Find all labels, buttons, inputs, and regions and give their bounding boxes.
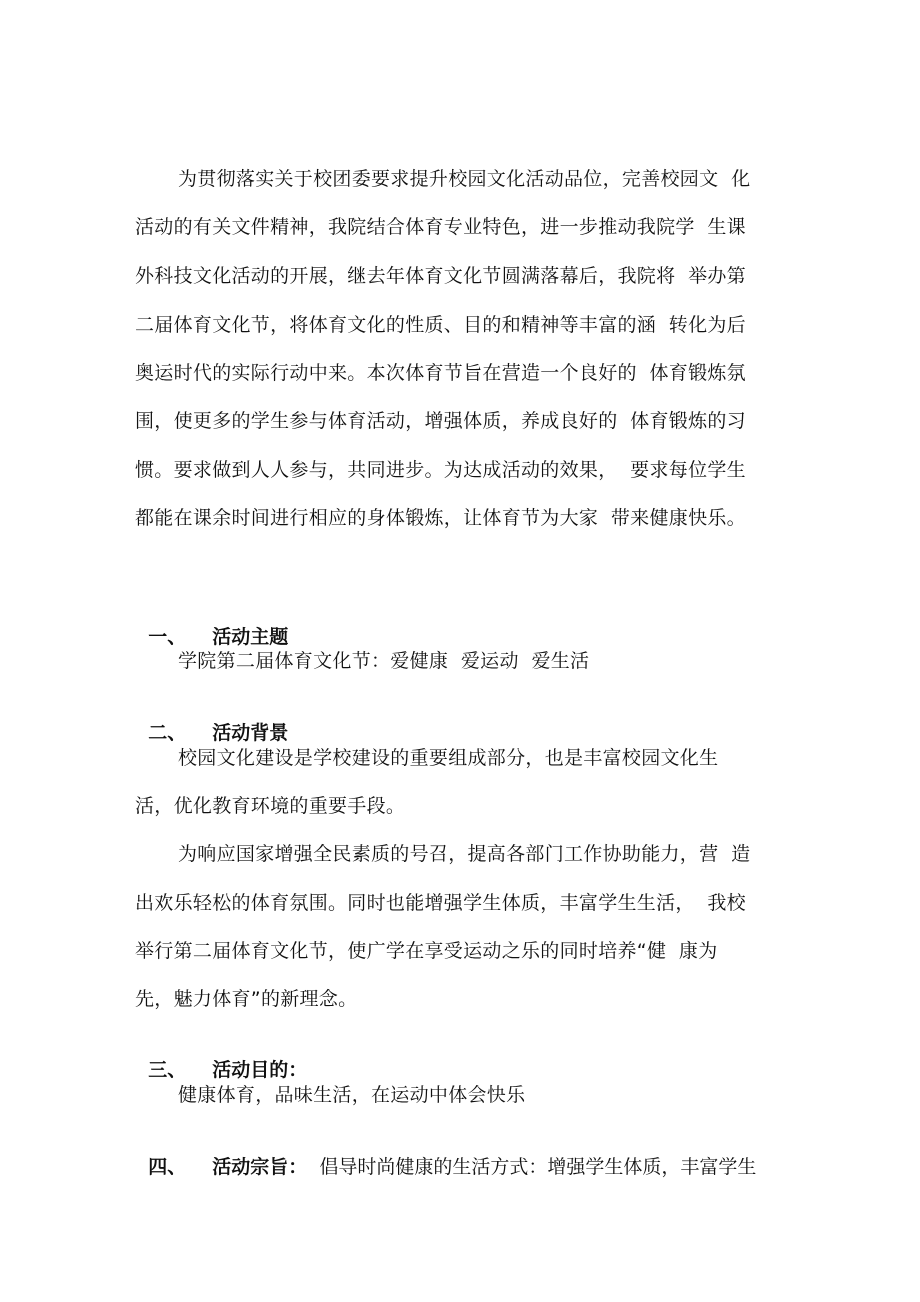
intro-line: 活动的有关文件精神，我院结合体育专业特色，进一步推动我院学 生课 <box>135 216 746 238</box>
section-heading-purpose <box>135 1034 307 1082</box>
section-heading-background <box>135 697 288 745</box>
intro-line: 奥运时代的实际行动中来。本次体育节旨在营造一个良好的 体育锻炼氛 <box>135 362 746 384</box>
section-body-line: 学院第二届体育文化节：爱健康 爱运动 爱生活 <box>178 650 590 672</box>
section-title: 活动背景 <box>212 722 289 744</box>
section-body-line: 健康体育，品味生活，在运动中体会快乐 <box>178 1084 526 1106</box>
section-number: 一、 <box>148 626 187 648</box>
section-heading-theme <box>135 601 288 649</box>
section-body-line: 活，优化教育环境的重要手段。 <box>135 795 406 817</box>
section-title: 活动主题 <box>212 626 289 648</box>
section-body-line: 校园文化建设是学校建设的重要组成部分，也是丰富校园文化生 <box>178 747 719 769</box>
intro-line: 为贯彻落实关于校团委要求提升校园文化活动品位，完善校园文 化 <box>178 168 751 190</box>
section-body-line: 为响应国家增强全民素质的号召，提高各部门工作协助能力，营 造 <box>178 843 751 865</box>
intro-line: 都能在课余时间进行相应的身体锻炼，让体育节为大家 带来健康快乐。 <box>135 507 746 529</box>
section-number: 四、 <box>148 1156 187 1178</box>
section-heading-tenet <box>135 1131 756 1179</box>
section-inline-text: 倡导时尚健康的生活方式：增强学生体质，丰富学生 <box>307 1156 757 1178</box>
intro-line: 二届体育文化节，将体育文化的性质、目的和精神等丰富的涵 转化为后 <box>135 314 746 336</box>
section-body-line: 先，魅力体育”的新理念。 <box>135 988 358 1010</box>
section-title: 活动目的： <box>212 1059 308 1081</box>
intro-line: 外科技文化活动的开展，继去年体育文化节圆满落幕后，我院将 举办第 <box>135 265 746 287</box>
section-body-line: 举行第二届体育文化节，使广学在享受运动之乐的同时培养“健 康为 <box>135 940 718 962</box>
section-number: 二、 <box>148 722 187 744</box>
section-body-line: 出欢乐轻松的体育氛围。同时也能增强学生体质，丰富学生生活， 我校 <box>135 892 746 914</box>
intro-line: 围，使更多的学生参与体育活动，增强体质，养成良好的 体育锻炼的习 <box>135 410 746 432</box>
section-title: 活动宗旨： <box>212 1156 308 1178</box>
intro-line: 惯。要求做到人人参与，共同进步。为达成活动的效果， 要求每位学生 <box>135 459 746 481</box>
section-number: 三、 <box>148 1059 187 1081</box>
